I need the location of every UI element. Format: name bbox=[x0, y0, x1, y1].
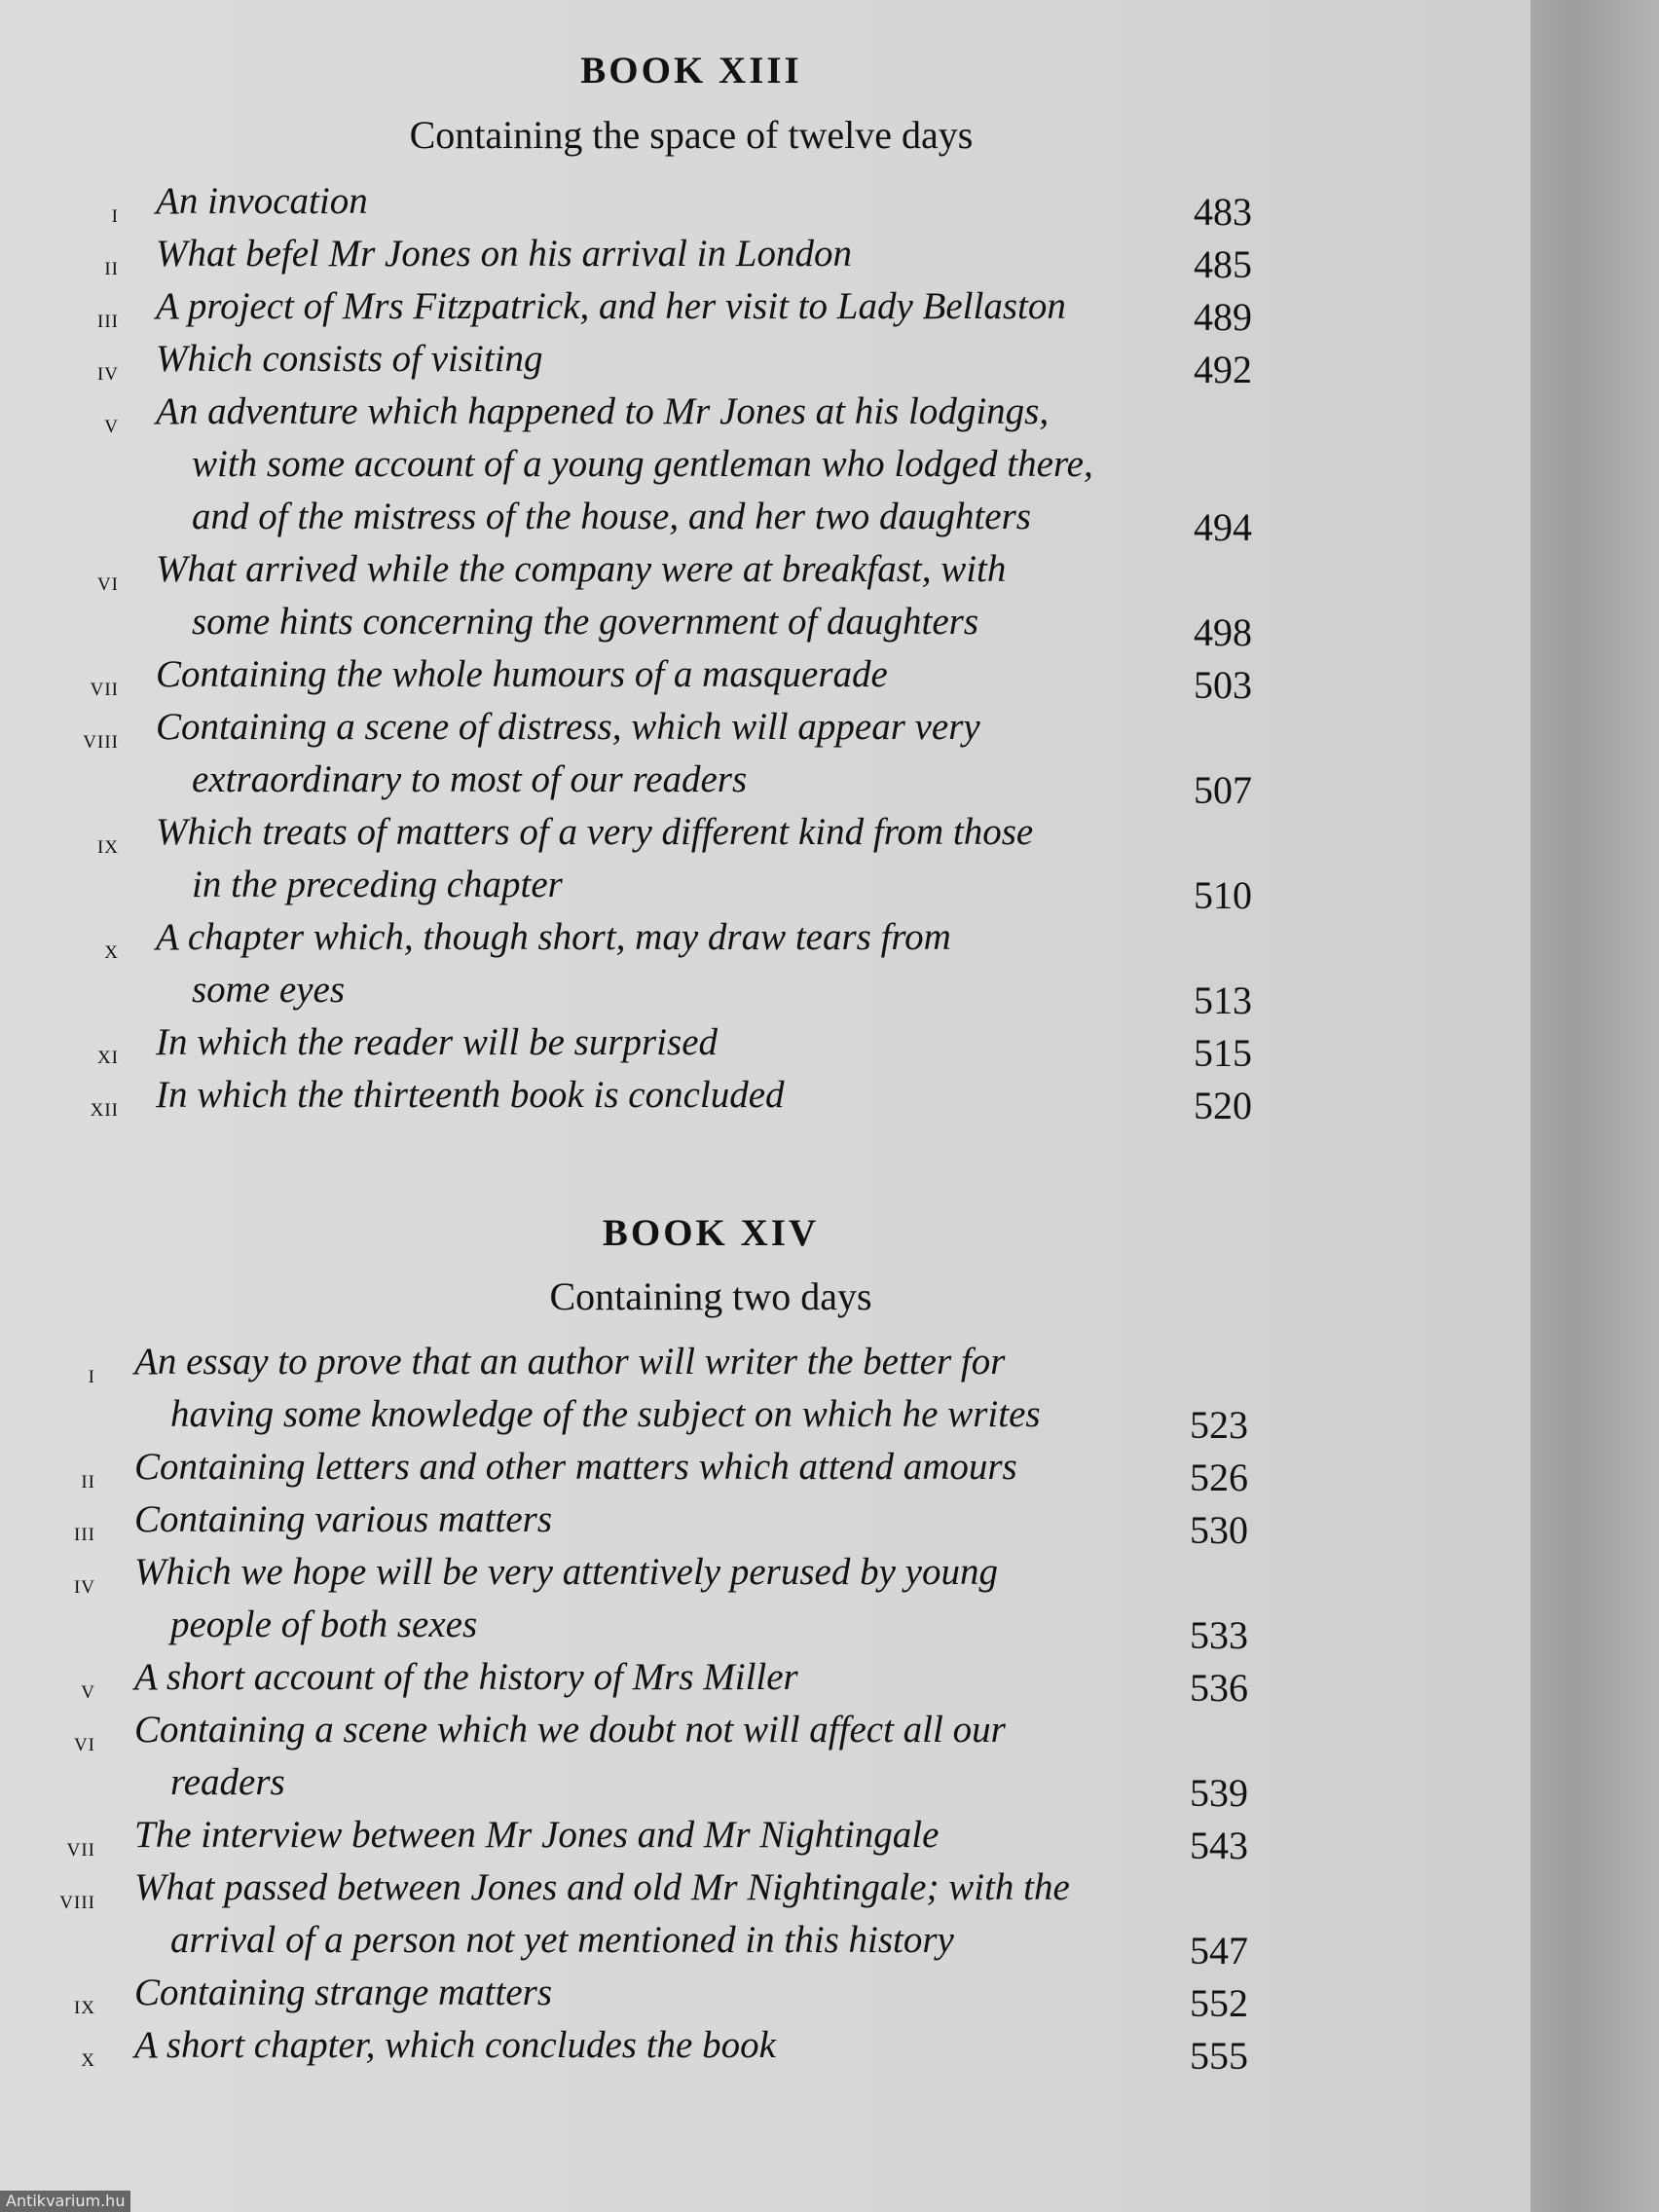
chapter-number: xi bbox=[96, 1040, 119, 1069]
chapter-title-line: A chapter which, though short, may draw tears from bbox=[156, 916, 951, 958]
chapter-title-line: Containing strange matters bbox=[134, 1972, 553, 2013]
chapter-page-number: 555 bbox=[1190, 2034, 1248, 2078]
chapter-title bbox=[156, 701, 980, 806]
chapter-title-line: Containing a scene of distress, which will appear very bbox=[156, 706, 980, 748]
chapter-title bbox=[156, 543, 1006, 648]
chapter-page-number: 489 bbox=[1194, 295, 1252, 339]
chapter-title-line: What arrived while the company were at breakfast, with bbox=[156, 548, 1007, 590]
chapter-title-line: Containing the whole humours of a masquerade bbox=[156, 653, 888, 695]
chapter-title bbox=[156, 806, 1033, 911]
chapter-title-line: some eyes bbox=[192, 969, 346, 1011]
chapter-number: i bbox=[88, 1359, 95, 1388]
chapter-page-number: 539 bbox=[1190, 1771, 1248, 1815]
chapter-title-line: An adventure which happened to Mr Jones at his lodgings, bbox=[156, 390, 1050, 432]
chapter-title-line: Containing letters and other matters which attend amours bbox=[134, 1446, 1017, 1488]
chapter-number: x bbox=[104, 935, 119, 964]
page-gutter bbox=[1530, 0, 1659, 2212]
chapter-title bbox=[156, 280, 1066, 333]
chapter-title bbox=[156, 1016, 718, 1069]
chapter-title-line: and of the mistress of the house, and her two daughters bbox=[192, 496, 1031, 537]
chapter-title bbox=[134, 1546, 998, 1651]
chapter-title-line: arrival of a person not yet mentioned in this history bbox=[170, 1919, 954, 1961]
chapter-title-line: extraordinary to most of our readers bbox=[192, 758, 748, 800]
chapter-title bbox=[156, 648, 888, 701]
chapter-title-line: A project of Mrs Fitzpatrick, and her visit to Lady Bellaston bbox=[156, 285, 1066, 327]
chapter-page-number: 507 bbox=[1194, 768, 1252, 812]
chapter-title bbox=[134, 1441, 1017, 1493]
chapter-title-line: Which we hope will be very attentively perused by young bbox=[134, 1551, 998, 1593]
chapter-number: v bbox=[81, 1675, 95, 1704]
chapter-number: iv bbox=[73, 1569, 95, 1599]
chapter-page-number: 503 bbox=[1194, 663, 1252, 707]
chapter-title-line: with some account of a young gentleman who lodged there, bbox=[192, 443, 1093, 485]
chapter-number: iii bbox=[74, 1517, 95, 1546]
chapter-number: ii bbox=[81, 1464, 95, 1493]
chapter-title-line: Containing various matters bbox=[134, 1498, 553, 1540]
chapter-number: iii bbox=[97, 304, 119, 333]
chapter-number: vii bbox=[90, 672, 119, 701]
chapter-page-number: 530 bbox=[1190, 1508, 1248, 1552]
chapter-title-line: Which treats of matters of a very different kind from those bbox=[156, 811, 1034, 853]
chapter-number: vi bbox=[73, 1727, 95, 1756]
chapter-number: ix bbox=[73, 1990, 95, 2019]
chapter-number: v bbox=[104, 409, 119, 438]
chapter-title-line: An essay to prove that an author will writer the better for bbox=[134, 1341, 1006, 1382]
chapter-page-number: 492 bbox=[1194, 348, 1252, 391]
chapter-title bbox=[134, 1493, 552, 1546]
chapter-title bbox=[156, 386, 1093, 543]
book-heading: BOOK XIII bbox=[580, 50, 802, 92]
chapter-title bbox=[134, 1704, 1006, 1809]
chapter-page-number: 536 bbox=[1190, 1666, 1248, 1710]
chapter-page-number: 552 bbox=[1190, 1981, 1248, 2025]
chapter-number: i bbox=[111, 199, 119, 228]
chapter-title bbox=[134, 1967, 552, 2019]
chapter-title bbox=[134, 1809, 939, 1862]
book-subtitle: Containing two days bbox=[549, 1274, 872, 1318]
chapter-number: viii bbox=[59, 1885, 95, 1914]
chapter-title-line: some hints concerning the government of daughters bbox=[192, 601, 979, 643]
chapter-title bbox=[134, 1862, 1070, 1967]
chapter-number: ix bbox=[96, 830, 119, 859]
chapter-number: viii bbox=[83, 724, 119, 754]
chapter-page-number: 547 bbox=[1190, 1929, 1248, 1972]
chapter-page-number: 498 bbox=[1194, 610, 1252, 654]
chapter-page-number: 526 bbox=[1190, 1456, 1248, 1499]
chapter-number: vi bbox=[96, 567, 119, 596]
chapter-page-number: 533 bbox=[1190, 1613, 1248, 1657]
chapter-number: vii bbox=[66, 1832, 95, 1862]
chapter-title-line: people of both sexes bbox=[170, 1604, 478, 1645]
chapter-title bbox=[134, 2019, 776, 2072]
chapter-page-number: 510 bbox=[1194, 873, 1252, 917]
watermark: Antikvarium.hu bbox=[0, 2191, 130, 2212]
chapter-page-number: 513 bbox=[1194, 978, 1252, 1022]
chapter-title bbox=[156, 228, 852, 280]
chapter-page-number: 483 bbox=[1194, 190, 1252, 234]
chapter-title bbox=[156, 911, 951, 1016]
chapter-page-number: 523 bbox=[1190, 1403, 1248, 1447]
chapter-title bbox=[156, 333, 543, 386]
chapter-title-line: In which the thirteenth book is concluded bbox=[156, 1074, 785, 1116]
chapter-title-line: The interview between Mr Jones and Mr Nightingale bbox=[134, 1814, 940, 1856]
book-subtitle: Containing the space of twelve days bbox=[409, 113, 974, 157]
chapter-page-number: 515 bbox=[1194, 1031, 1252, 1075]
chapter-title-line: in the preceding chapter bbox=[192, 864, 563, 905]
chapter-title-line: readers bbox=[170, 1761, 285, 1803]
chapter-number: iv bbox=[96, 356, 119, 386]
chapter-title-line: Containing a scene which we doubt not will affect all our bbox=[134, 1709, 1006, 1751]
chapter-title bbox=[156, 1069, 785, 1122]
chapter-title-line: Which consists of visiting bbox=[156, 338, 543, 380]
chapter-title-line: What befel Mr Jones on his arrival in London bbox=[156, 233, 852, 275]
chapter-number: ii bbox=[104, 251, 119, 280]
chapter-title-line: In which the reader will be surprised bbox=[156, 1021, 719, 1063]
chapter-title-line: An invocation bbox=[156, 180, 368, 222]
chapter-title-line: A short account of the history of Mrs Miller bbox=[134, 1656, 798, 1698]
chapter-number: xii bbox=[90, 1092, 119, 1122]
chapter-title-line: A short chapter, which concludes the book bbox=[134, 2024, 776, 2066]
book-heading: BOOK XIV bbox=[602, 1212, 820, 1254]
chapter-title bbox=[134, 1336, 1041, 1441]
chapter-page-number: 494 bbox=[1194, 505, 1252, 549]
chapter-title-line: having some knowledge of the subject on which he writes bbox=[170, 1393, 1041, 1435]
chapter-page-number: 485 bbox=[1194, 242, 1252, 286]
chapter-page-number: 520 bbox=[1194, 1084, 1252, 1127]
chapter-number: x bbox=[81, 2043, 95, 2072]
chapter-title bbox=[134, 1651, 798, 1704]
chapter-title-line: What passed between Jones and old Mr Nightingale; with the bbox=[134, 1866, 1070, 1908]
chapter-page-number: 543 bbox=[1190, 1824, 1248, 1867]
chapter-title bbox=[156, 175, 368, 228]
